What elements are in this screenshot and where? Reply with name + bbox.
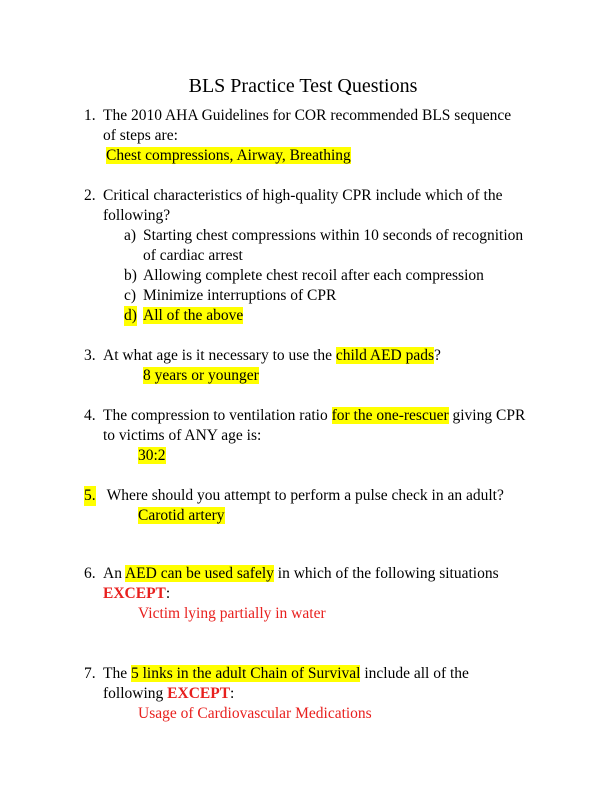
option-d (84, 306, 554, 326)
question-6: 6. An AED can be used safely in which of the following situations EXCEPT: Victim lying partially in water (84, 564, 554, 624)
question-number: 2. (84, 187, 96, 204)
except-label: EXCEPT (103, 585, 166, 602)
option-b (84, 266, 554, 286)
question-text: of steps are: (103, 127, 178, 144)
question-7: 7. The 5 links in the adult Chain of Survival include all of the following EXCEPT: Usage of Cardiovascular Medications (84, 664, 554, 724)
keyword-highlight: 5 links in the adult Chain of Survival (130, 665, 361, 682)
keyword-highlight: child AED pads (335, 347, 435, 364)
option-text: of cardiac arrest (143, 247, 243, 264)
question-text: The 5 links in the adult Chain of Survival include all of the (103, 665, 469, 682)
option-label: c) (124, 287, 137, 304)
question-2 (84, 186, 554, 326)
option-a (84, 226, 554, 266)
question-text: to victims of ANY age is: (103, 427, 262, 444)
question-number: 7. (84, 665, 96, 682)
question-text: The compression to ventilation ratio for the one-rescuer giving CPR (103, 407, 526, 424)
except-label: EXCEPT (167, 685, 231, 702)
question-text: At what age is it necessary to use the child AED pads? (103, 347, 441, 364)
question-4 (84, 406, 554, 466)
question-number: 5. (84, 487, 96, 504)
keyword-highlight: for the one-rescuer (331, 407, 449, 424)
question-text: An AED can be used safely in which of the following situations (103, 565, 499, 582)
option-text: Minimize interruptions of CPR (143, 287, 337, 304)
option-label: b) (124, 267, 137, 284)
option-label: d) (124, 307, 137, 324)
question-number: 4. (84, 407, 96, 424)
answer-highlight: 30:2 (138, 447, 166, 464)
option-c (84, 286, 554, 306)
question-text: following? (103, 207, 171, 224)
answer-highlight: Carotid artery (138, 507, 225, 524)
question-number: 6. (84, 565, 96, 582)
answer-text: Victim lying partially in water (138, 605, 326, 622)
question-text: The 2010 AHA Guidelines for COR recommended BLS sequence (103, 107, 512, 124)
answer-highlight: Chest compressions, Airway, Breathing (106, 147, 351, 164)
question-number: 3. (84, 347, 96, 364)
option-text: Allowing complete chest recoil after each compression (143, 267, 484, 284)
option-text: Starting chest compressions within 10 seconds of recognition (143, 227, 524, 244)
question-text: Where should you attempt to perform a pulse check in an adult? (103, 487, 504, 504)
answer-highlight: 8 years or younger (143, 367, 259, 384)
answer-highlight: All of the above (143, 307, 244, 324)
keyword-highlight: AED can be used safely (124, 565, 274, 582)
option-label: a) (124, 227, 137, 244)
question-3 (84, 346, 554, 386)
page-title: BLS Practice Test Questions (188, 75, 418, 97)
answer-text: Usage of Cardiovascular Medications (138, 705, 372, 722)
question-1 (84, 106, 554, 166)
question-5 (84, 486, 554, 526)
question-text: Critical characteristics of high-quality CPR include which of the (103, 187, 503, 204)
question-number: 1. (84, 107, 96, 124)
